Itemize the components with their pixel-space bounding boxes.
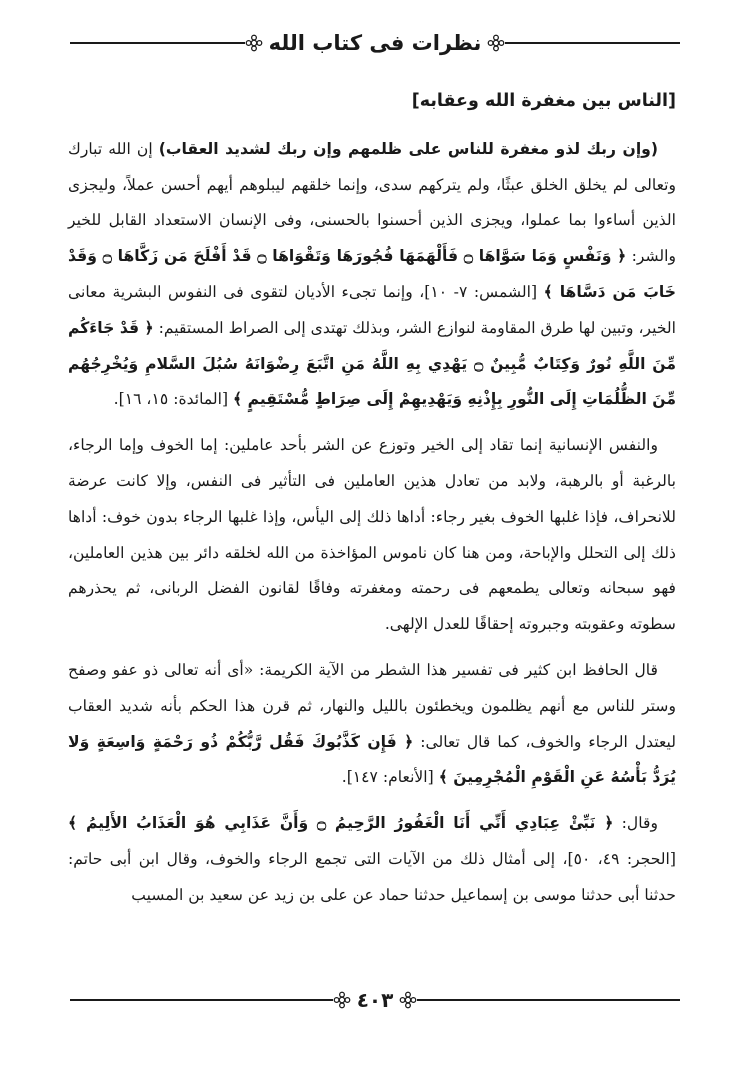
- header-rule-right: [505, 42, 680, 44]
- quran-verse: ﴿ وَنَفْسٍ وَمَا سَوَّاهَا ۝ فَأَلْهَمَهَا فُجُورَهَا وَتَقْوَاهَا ۝ قَدْ أَفْلَحَ مَن زَكَّاهَا ۝ وَقَدْ خَابَ مَن دَسَّاهَا ﴾: [68, 247, 676, 301]
- header-rule-left: [70, 42, 245, 44]
- paragraph-text: وإنما تجىء الأديان لتقوى فى النفوس البشرية معانى الخير، وتبين لها طرق المقاومة لنوازع الشر، وبذلك تهتدى إلى الصراط المستقيم:: [68, 282, 676, 337]
- paragraph-text: إلى أمثال ذلك من الآيات التى تجمع الرجاء والخوف، وقال ابن أبى حاتم: حدثنا أبى حدثنا موسى بن إسماعيل حدثنا حماد عن على بن زيد عن سعيد بن المسيب: [68, 849, 676, 904]
- quran-verse: ﴿ فَإِن كَذَّبُوكَ فَقُل رَّبُّكُمْ ذُو رَحْمَةٍ وَاسِعَةٍ وَلا يُرَدُّ بَأْسُهُ عَنِ الْقَوْمِ الْمُجْرِمِينَ ﴾: [68, 732, 676, 787]
- paragraph-4: [68, 806, 676, 913]
- floral-ornament-icon: [399, 991, 417, 1009]
- verse-reference: [الحجر: ٤٩، ٥٠]،: [555, 849, 676, 868]
- paragraph-1: [68, 132, 676, 418]
- paragraph-3: [68, 653, 676, 796]
- verse-reference: [الأنعام: ١٤٧].: [341, 768, 439, 787]
- header-title: نظرات فى كتاب الله: [268, 31, 482, 55]
- footer-rule-right: [417, 999, 680, 1001]
- page-body: [68, 78, 676, 924]
- verse-lead: (وإن ربك لذو مغفرة للناس على ظلمهم وإن ربك لشديد العقاب): [158, 139, 658, 158]
- paragraph-text: قال الحافظ ابن كثير فى تفسير هذا الشطر من الآية الكريمة: «أى أنه تعالى ذو عفو وصفح وستر للناس مع أنهم يظلمون ويخطئون بالليل والنهار، ثم قرن هذا الحكم بأنه شديد العقاب ليعتدل الرجاء والخوف، كما قال تعالى:: [68, 660, 676, 751]
- floral-ornament-icon: [245, 34, 263, 52]
- paragraph-2: والنفس الإنسانية إنما تقاد إلى الخير وتوزع عن الشر بأحد عاملين: إما الخوف وإما الرجاء، بالرغبة أو بالرهبة، ولابد من تعادل هذين العاملين فى التأثير فى النفس، وإلا كانت عرضة للانحراف، فإذا غلبها الخوف بغير رجاء: أداها ذلك إلى اليأس، وإذا غلبها الرجاء بدون خوف: أداها ذلك إلى التحلل والإباحة، ومن هنا كان ناموس المؤاخذة من الله لخلقه دائر بين هذين العاملين، فهو سبحانه وتعالى يطمعهم فى رحمته ومغفرته وفاقًا لقانون الفضل الربانى، ثم يحذرهم سطوته وعقوبته وجبروته إحقاقًا للعدل الإلهى.: [68, 436, 676, 634]
- section-heading: [الناس بين مغفرة الله وعقابه]: [411, 91, 676, 111]
- running-header: [70, 28, 680, 58]
- paragraph-text: وقال:: [613, 814, 658, 833]
- verse-reference: [الشمس: ٧- ١٠]،: [412, 282, 544, 301]
- floral-ornament-icon: [333, 991, 351, 1009]
- verse-reference: [المائدة: ١٥، ١٦].: [113, 390, 234, 409]
- footer-rule-left: [70, 999, 333, 1001]
- quran-verse: ﴿ قَدْ جَاءَكُم مِّنَ اللَّهِ نُورٌ وَكِتَابٌ مُّبِينٌ ۝ يَهْدِي بِهِ اللَّهُ مَنِ اتَّبَعَ رِضْوَانَهُ سُبُلَ السَّلامِ وَيُخْرِجُهُم مِّنَ الظُّلُمَاتِ إِلَى النُّورِ بِإِذْنِهِ وَيَهْدِيهِمْ إِلَى صِرَاطٍ مُّسْتَقِيمٍ ﴾: [68, 318, 676, 409]
- quran-verse: ﴿ نَبِّئْ عِبَادِي أَنِّي أَنَا الْغَفُورُ الرَّحِيمُ ۝ وَأَنَّ عَذَابِي هُوَ الْعَذَابُ الأَلِيمُ ﴾: [68, 814, 614, 833]
- floral-ornament-icon: [487, 34, 505, 52]
- page-footer: [70, 985, 680, 1015]
- page-number: ٤٠٣: [356, 988, 394, 1012]
- paragraph-text: إن الله تبارك وتعالى لم يخلق الخلق عبثًا، ولم يتركهم سدى، وإنما خلقهم ليبلوهم أيهم أحسن عملاً، وليجزى الذين أساءوا بما عملوا، ويجزى الذين أحسنوا بالحسنى، وفى الإنسان الاستعداد القابل للخير والشر:: [68, 139, 677, 266]
